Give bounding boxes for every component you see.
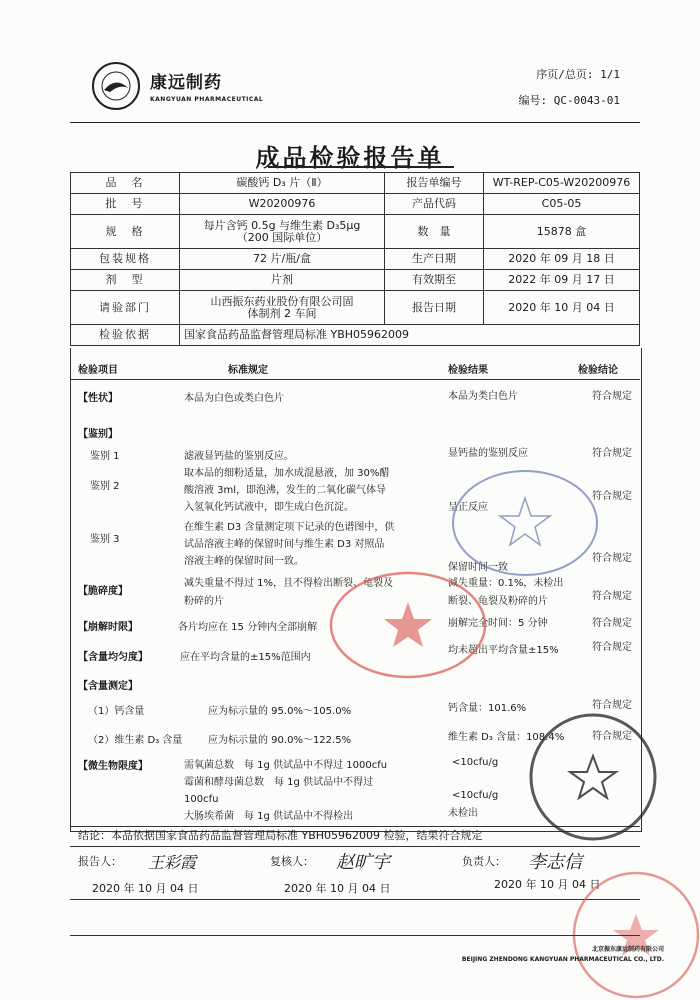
assay2-std: 应为标示量的 90.0%～122.5% <box>208 735 352 746</box>
appearance-res: 本品为类白色片 <box>448 391 518 402</box>
reviewer-signature: 赵旷宇 <box>336 852 390 873</box>
manager-label: 负责人： <box>462 855 506 868</box>
friability-std1: 减失重量不得过 1%，且不得检出断裂、龟裂及 <box>184 578 394 589</box>
form-value: 片剂 <box>180 270 385 291</box>
assay2-name: （2）维生素 D₃ 含量 <box>88 735 183 746</box>
micro-std4: 大肠埃希菌 每 1g 供试品中不得检出 <box>184 811 354 822</box>
basis-value: 国家食品药品监督管理局标准 YBH05962009 <box>180 325 640 346</box>
disintegration-name: 【崩解时限】 <box>78 622 138 633</box>
footer-company-cn: 北京振东康远制药有限公司 <box>591 946 664 953</box>
batch-label: 批 号 <box>71 194 180 215</box>
ident2-std3: 入氢氧化钙试液中，即生成白色沉淀。 <box>184 502 354 513</box>
spec-value <box>180 215 385 249</box>
ident2-res: 呈正反应 <box>448 502 488 513</box>
spec-line1: 每片含钙 0.5g 与维生素 D₃5μg <box>203 218 361 232</box>
ident3-std2: 试品溶液主峰的保留时间与维生素 D3 对照品 <box>184 539 385 550</box>
friability-std2: 粉碎的片 <box>184 596 224 607</box>
assay2-con: 符合规定 <box>592 731 632 742</box>
exp-label: 有效期至 <box>385 270 484 291</box>
reporter-label: 报告人： <box>78 855 122 868</box>
col-item-header: 检验项目 <box>78 365 118 376</box>
report-title: 成品检验报告单 <box>255 144 445 172</box>
disintegration-res: 崩解完全时间：5 分钟 <box>448 618 548 629</box>
qty-label: 数 量 <box>385 215 484 249</box>
footer-company-en: BEIJING ZHENDONG KANGYUAN PHARMACEUTICAL CO., LTD. <box>461 956 664 963</box>
basis-label: 检验依据 <box>71 325 180 346</box>
ident3-std3: 溶液主峰的保留时间一致。 <box>184 556 304 567</box>
report-date-label: 报告日期 <box>385 291 484 325</box>
company-name: 康远制药 <box>150 73 222 93</box>
dept-line2: 体制剂 2 车间 <box>247 306 317 320</box>
uniformity-con: 符合规定 <box>592 642 632 653</box>
uniformity-res: 均未超出平均含量±15% <box>448 645 559 656</box>
assay1-con: 符合规定 <box>592 700 632 711</box>
ident3-con: 符合规定 <box>592 553 632 564</box>
code-value: C05-05 <box>484 194 640 215</box>
assay1-std: 应为标示量的 95.0%～105.0% <box>208 706 352 717</box>
disintegration-std: 各片均应在 15 分钟内全部崩解 <box>178 622 318 633</box>
micro-std3: 100cfu <box>184 794 219 805</box>
company-logo-icon <box>92 62 140 110</box>
micro-name: 【微生物限度】 <box>78 761 148 772</box>
micro-res2: <10cfu/g <box>452 790 499 801</box>
friability-res2: 断裂、龟裂及粉碎的片 <box>448 596 548 607</box>
micro-res3: 未检出 <box>448 808 478 819</box>
qty-value: 15878 盒 <box>484 215 640 249</box>
mfg-label: 生产日期 <box>385 249 484 270</box>
product-value: 碳酸钙 D₃ 片（Ⅱ） <box>180 173 385 194</box>
mfg-value: 2020 年 09 月 18 日 <box>484 249 640 270</box>
uniformity-std: 应在平均含量的±15%范围内 <box>180 652 311 663</box>
col-conclusion-header: 检验结论 <box>578 365 618 376</box>
ident3-res: 保留时间一致 <box>448 562 508 573</box>
dept-value <box>180 291 385 325</box>
batch-value: W20200976 <box>180 194 385 215</box>
conclusion-bottom-line <box>70 846 640 847</box>
exp-value: 2022 年 09 月 17 日 <box>484 270 640 291</box>
ident2-std2: 酸溶液 3ml，即泡沸，发生的二氧化碳气体导 <box>184 485 387 496</box>
dept-line1: 山西振东药业股份有限公司固 <box>210 294 354 308</box>
conclusion-top-line <box>70 826 640 827</box>
document-code: 编号: QC-0043-01 <box>518 94 620 107</box>
header-divider <box>70 122 640 123</box>
ident2-name: 鉴别 2 <box>90 481 120 492</box>
signature-bottom-line <box>70 899 640 900</box>
friability-con: 符合规定 <box>592 591 632 602</box>
micro-std2: 霉菌和酵母菌总数 每 1g 供试品中不得过 <box>184 777 374 788</box>
company-name-en: KANGYUAN PHARMACEUTICAL <box>150 96 264 103</box>
friability-res1: 减失重量：0.1%，未检出 <box>448 578 564 589</box>
form-label: 剂 型 <box>71 270 180 291</box>
col-result-header: 检验结果 <box>448 365 488 376</box>
ident3-name: 鉴别 3 <box>90 534 120 545</box>
micro-res1: <10cfu/g <box>452 757 499 768</box>
report-date-1: 2020 年 10 月 04 日 <box>92 882 199 895</box>
ident2-std1: 取本品的细粉适量，加水成混悬液，加 30%醋 <box>184 468 390 479</box>
ident3-std1: 在维生素 D3 含量测定项下记录的色谱图中，供 <box>184 522 395 533</box>
micro-std1: 需氧菌总数 每 1g 供试品中不得过 1000cfu <box>184 760 388 771</box>
code-label: 产品代码 <box>385 194 484 215</box>
spec-label: 规 格 <box>71 215 180 249</box>
ident-name: 【鉴别】 <box>78 429 118 440</box>
title-underline <box>268 166 454 168</box>
appearance-name: 【性状】 <box>78 393 118 404</box>
pack-value: 72 片/瓶/盒 <box>180 249 385 270</box>
ident1-res: 显钙盐的鉴别反应 <box>448 448 528 459</box>
page-number: 序页/总页: 1/1 <box>536 68 620 81</box>
uniformity-name: 【含量均匀度】 <box>78 652 148 663</box>
appearance-con: 符合规定 <box>592 391 632 402</box>
friability-name: 【脆碎度】 <box>78 586 128 597</box>
ident1-std: 滤液显钙盐的鉴别反应。 <box>184 451 294 462</box>
col-standard-header: 标准规定 <box>228 365 268 376</box>
pack-label: 包装规格 <box>71 249 180 270</box>
product-info-table <box>70 172 640 346</box>
footer-line <box>70 935 640 936</box>
ident2-con: 符合规定 <box>592 491 632 502</box>
report-no-label: 报告单编号 <box>385 173 484 194</box>
report-date-2: 2020 年 10 月 04 日 <box>284 882 391 895</box>
dept-label: 请验部门 <box>71 291 180 325</box>
assay1-res: 钙含量：101.6% <box>448 703 527 714</box>
ident1-con: 符合规定 <box>592 448 632 459</box>
assay2-res: 维生素 D₃ 含量：108.4% <box>448 732 565 743</box>
results-header-divider <box>70 379 640 380</box>
spec-line2: （200 国际单位） <box>236 230 328 244</box>
reporter-signature: 王彩霞 <box>148 853 197 872</box>
assay-name: 【含量测定】 <box>78 681 138 692</box>
disintegration-con: 符合规定 <box>592 618 632 629</box>
ident1-name: 鉴别 1 <box>90 451 120 462</box>
reviewer-label: 复核人： <box>270 855 314 868</box>
report-date-value: 2020 年 10 月 04 日 <box>484 291 640 325</box>
conclusion-text: 结论：本品依据国家食品药品监督管理局标准 YBH05962009 检验，结果符合规定 <box>78 829 483 842</box>
report-date-3: 2020 年 10 月 04 日 <box>494 878 601 891</box>
manager-signature: 李志信 <box>528 852 582 873</box>
assay1-name: （1）钙含量 <box>88 706 145 717</box>
report-no-value: WT-REP-C05-W20200976 <box>484 173 640 194</box>
appearance-std: 本品为白色或类白色片 <box>184 393 284 404</box>
product-label: 品 名 <box>71 173 180 194</box>
